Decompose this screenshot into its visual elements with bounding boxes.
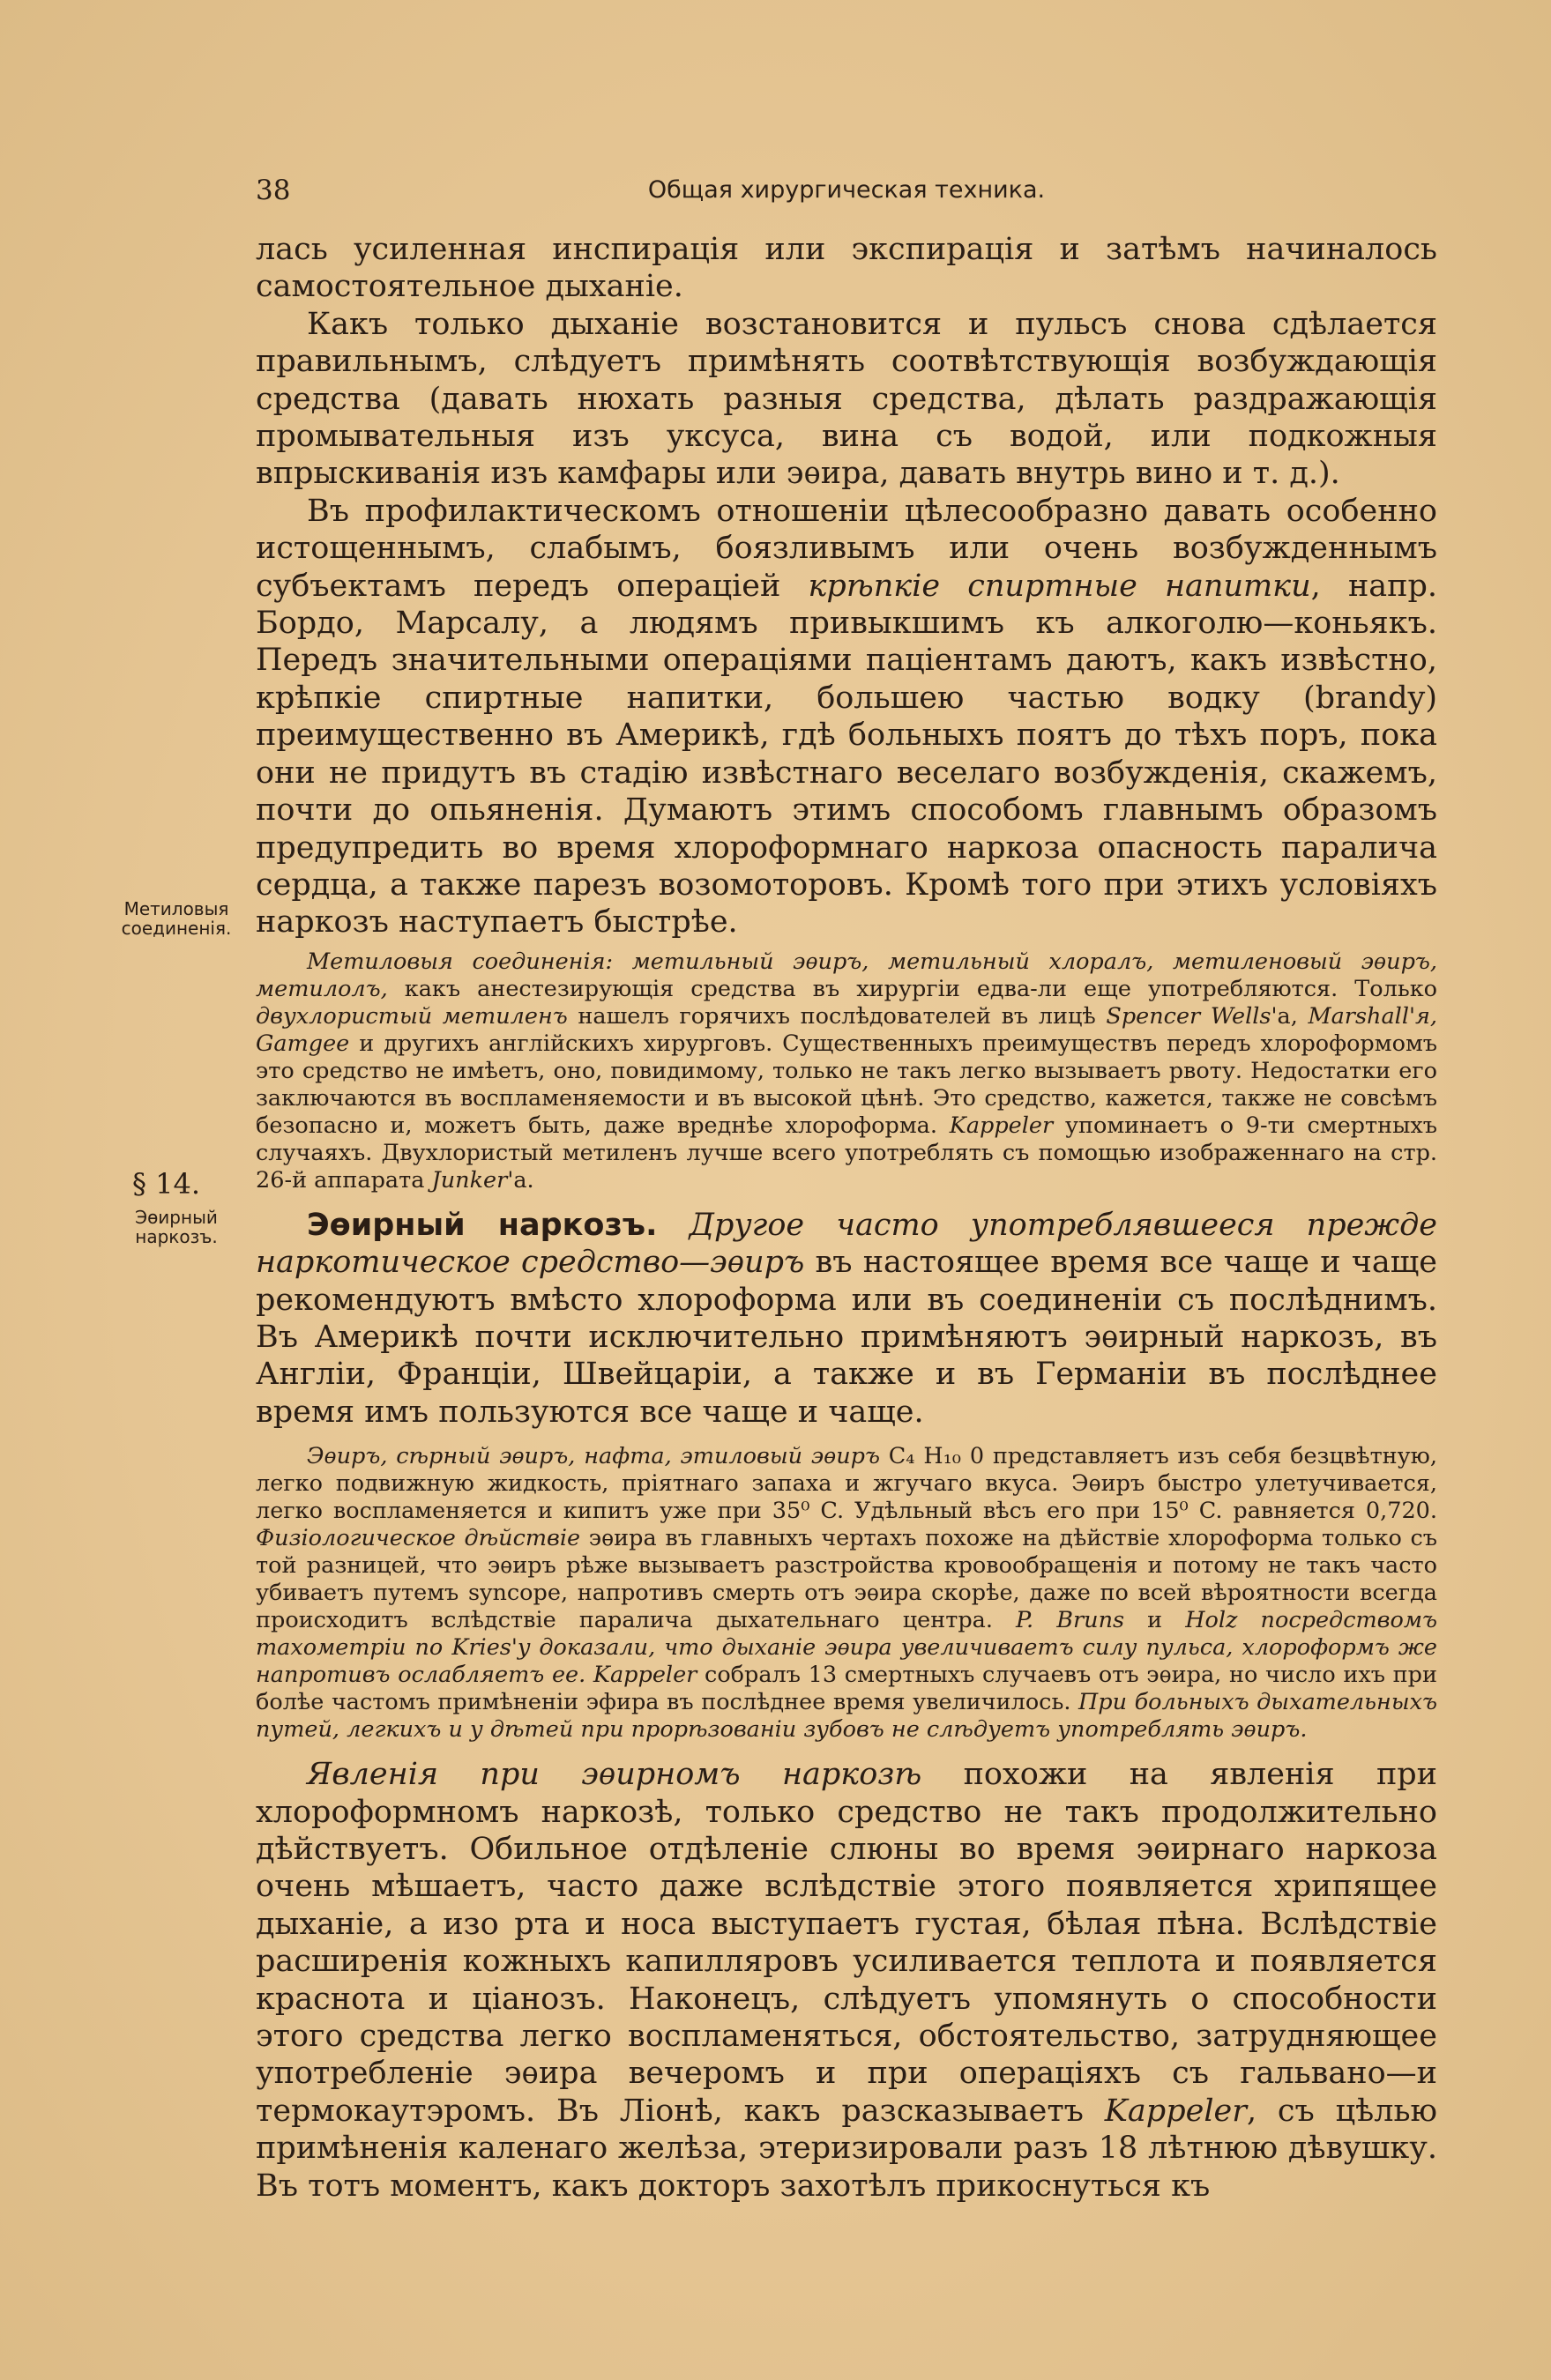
emphasis: При больныхъ дыхательныхъ путей, легкихъ и у дѣтей при прорѣзованіи зубовъ не слѣдуетъ употреблять эѳиръ. [256, 1689, 1437, 1744]
emphasis: Эѳиръ, сѣрный эѳиръ, нафта, этиловый эѳиръ [307, 1443, 880, 1470]
main-text [256, 231, 1437, 2205]
text-run: и [1124, 1607, 1186, 1634]
emphasis: Kappeler [1104, 2093, 1247, 2129]
running-title: Общая хирургическая техника. [647, 176, 1046, 204]
emphasis: Физіологическое дѣйствіе [256, 1525, 581, 1552]
section-heading: Эѳирный наркозъ. [307, 1207, 658, 1243]
emphasis: P. Bruns [1016, 1607, 1125, 1634]
text-run: C₄ H₁₀ 0 представляетъ изъ себя безцвѣтную, легко подвижную жидкость, пріятнаго запаха и жгучаго вкуса. Эѳиръ быстро улетучивается, легко воспламеняется и кипитъ уже при 35⁰ C. Удѣльный вѣсъ его при 15⁰ C. равняется 0,720. [256, 1443, 1437, 1525]
paragraph [256, 1207, 1437, 1431]
emphasis: Явленія при эѳирномъ наркозѣ [307, 1757, 922, 1793]
text-run: упоминаетъ о 9-ти смертныхъ случаяхъ. Двухлористый метиленъ лучше всего употреблять съ помощью изображеннаго на стр. 26-й аппарата [256, 1112, 1437, 1194]
text-run: и другихъ англійскихъ хирурговъ. Существенныхъ преимуществъ передъ хлороформомъ это средство не имѣетъ, оно, повидимому, только не такъ легко вызываетъ рвоту. Недостатки его заключаются въ воспламеняемости и въ высокой цѣнѣ. Это средство, кажется, также не совсѣмъ безопасно и, можетъ быть, даже вреднѣе хлороформа. [256, 1030, 1437, 1139]
text-run: какъ анестезирующія средства въ хирургіи едва-ли еще употребляются. Только [387, 975, 1437, 1002]
text-run: 'а, [1271, 1002, 1309, 1030]
small-print-paragraph [256, 948, 1437, 1194]
text-run: Въ профилактическомъ отношеніи цѣлесообразно давать особенно истощеннымъ, слабымъ, боязливымъ или очень возбужденнымъ субъектамъ передъ операціей [256, 493, 1437, 604]
paragraph: Какъ только дыханіе возстановится и пульсъ снова сдѣлается правильнымъ, слѣдуетъ примѣнять соотвѣтствующія возбуждающія средства (давать нюхать разныя средства, дѣлать раздражающія промывательныя изъ уксуса, вина съ водой, или подкожныя впрыскиванія изъ камфары или эѳира, давать внутрь вино и т. д.). [256, 306, 1437, 492]
emphasis: крѣпкіе спиртные напитки [808, 568, 1311, 604]
small-print-paragraph [256, 1443, 1437, 1744]
emphasis: доказали, что дыханіе эѳира увеличиваетъ силу пульса, хлороформъ же напротивъ ослабляетъ ее. [256, 1634, 1437, 1689]
emphasis: Kries'y [451, 1634, 531, 1662]
emphasis: Holz [1185, 1607, 1238, 1634]
section-number: § 14. [132, 1167, 201, 1201]
emphasis: посредствомъ тахометріи по [256, 1607, 1437, 1662]
emphasis: Marshall'я, Gamgee [256, 1002, 1437, 1057]
text-run: , съ цѣлью примѣненія каленаго желѣза, этеризировали разъ 18 лѣтнюю дѣвушку. Въ тотъ моментъ, какъ докторъ захотѣлъ прикоснуться къ [256, 2093, 1437, 2204]
emphasis: Kappeler [593, 1662, 697, 1689]
text-run: похожи на явленія при хлороформномъ наркозѣ, только средство не такъ продолжительно дѣйствуетъ. Обильное отдѣленіе слюны во время эѳирнаго наркоза очень мѣшаетъ, часто даже вслѣдствіе этого появляется хрипящее дыханіе, а изо рта и носа выступаетъ густая, бѣлая пѣна. Вслѣдствіе расширенія кожныхъ капилляровъ усиливается теплота и появляется краснота и ціанозъ. Наконецъ, слѣдуетъ упомянуть о способности этого средства легко воспламеняться, обстоятельство, затрудняющее употребленіе эѳира вечеромъ и при операціяхъ съ гальвано—и термокаутэромъ. Въ Ліонѣ, какъ разсказываетъ [256, 1757, 1438, 2129]
page-number: 38 [256, 175, 291, 206]
emphasis: Kappeler [949, 1112, 1054, 1139]
emphasis: двухлористый метиленъ [256, 1002, 568, 1030]
emphasis: Junker [431, 1166, 508, 1194]
margin-note-methyl: Метиловыя соединенія. [121, 898, 232, 939]
emphasis: Метиловыя соединенія: метильный эѳиръ, метильный хлоралъ, метиленовый эѳиръ, метилолъ, [256, 948, 1437, 1002]
text-run: нашелъ горячихъ послѣдователей въ лицѣ [567, 1002, 1107, 1030]
paragraph [256, 1756, 1437, 2205]
margin-note-ether: Эѳирный наркозъ. [135, 1207, 218, 1247]
emphasis: Spencer Wells [1106, 1002, 1271, 1030]
text-run: 'а. [507, 1166, 534, 1194]
text-run: собралъ 13 смертныхъ случаевъ отъ эѳира, но число ихъ при болѣе частомъ примѣненіи эфира въ послѣднее время увеличилось. [256, 1662, 1437, 1716]
text-run: въ настоящее время все чаще и чаще рекомендуютъ вмѣсто хлороформа или въ соединеніи съ послѣднимъ. Въ Америкѣ почти исключительно примѣняютъ эѳирный наркозъ, въ Англіи, Франціи, Швейцаріи, а также и въ Германіи въ послѣднее время имъ пользуются все чаще и чаще. [256, 1245, 1437, 1430]
emphasis: Другое часто употреблявшееся прежде наркотическое средство—эѳиръ [256, 1207, 1437, 1281]
paragraph [256, 493, 1437, 941]
page-header [256, 175, 1437, 210]
paragraph: лась усиленная инспирація или экспирація и затѣмъ начиналось самостоятельное дыханіе. [256, 232, 1437, 305]
text-run: , напр. Бордо, Марсалу, а людямъ привыкшимъ къ алкоголю—коньякъ. Передъ значительными операціями паціентамъ даютъ, какъ извѣстно, крѣпкіе спиртные напитки, большею частью водку (brandy) преимущественно въ Америкѣ, гдѣ больныхъ поятъ до тѣхъ поръ, пока они не придутъ въ стадію извѣстнаго веселаго возбужденія, скажемъ, почти до опьяненія. Думаютъ этимъ способомъ главнымъ образомъ предупредить во время хлороформнаго наркоза опасность паралича сердца, а также парезъ возомоторовъ. Кромѣ того при этихъ условіяхъ наркозъ наступаетъ быстрѣе. [256, 568, 1437, 941]
text-run: эѳира въ главныхъ чертахъ похоже на дѣйствіе хлороформа только съ той разницей, что эѳиръ рѣже вызываетъ разстройства кровообращенія и потому не такъ часто убиваетъ путемъ syncope, напротивъ смерть отъ эѳира скорѣе, даже по всей вѣроятности всегда происходитъ вслѣдствіе паралича дыхательнаго центра. [256, 1525, 1437, 1634]
